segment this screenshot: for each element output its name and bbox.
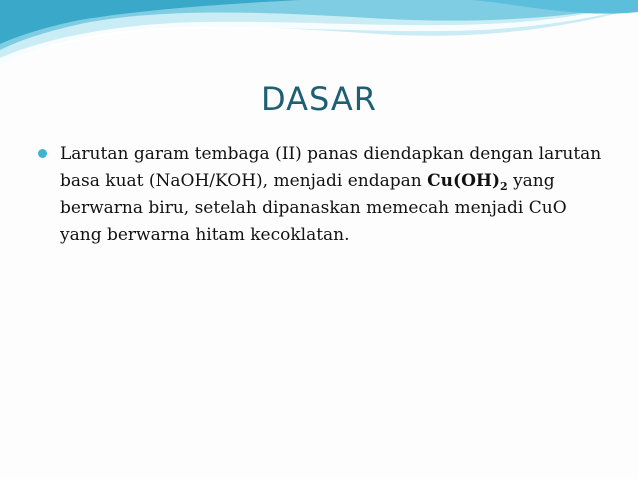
formula-base: Cu(OH)	[427, 171, 500, 191]
slide-title: DASAR	[261, 80, 377, 118]
bullet-text-pre: Larutan garam tembaga (II) panas diendapkan dengan larutan basa kuat (NaOH/KOH), menjadi endapan	[60, 144, 602, 191]
chemical-formula	[427, 171, 508, 191]
bullet-text-post: yang berwarna biru, setelah dipanaskan memecah menjadi CuO yang berwarna hitam kecoklatan.	[60, 171, 567, 245]
header-wave-decoration	[0, 0, 638, 90]
slide-body	[38, 141, 608, 249]
bullet-dot-icon	[38, 141, 60, 249]
formula-subscript: 2	[500, 180, 508, 193]
bullet-text	[60, 141, 608, 249]
bullet-item	[38, 141, 608, 249]
